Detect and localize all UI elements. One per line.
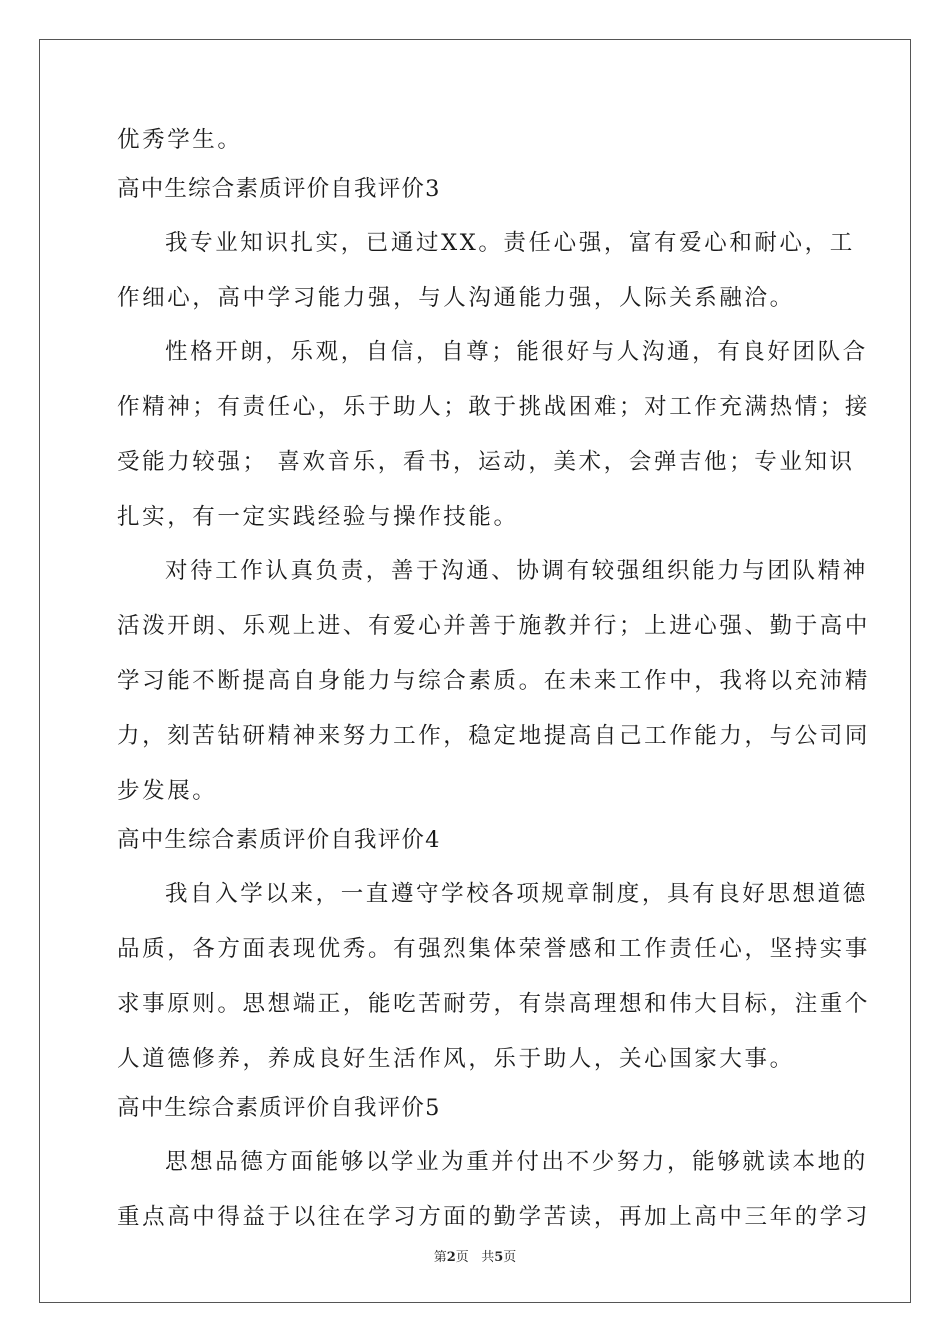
text-line: 受能力较强； 喜欢音乐，看书，运动，美术，会弹吉他；专业知识: [117, 449, 855, 475]
document-body: [117, 127, 871, 1230]
paragraph: [117, 128, 833, 153]
text-line: 求事原则。思想端正，能吃苦耐劳，有崇高理想和伟大目标，注重个: [117, 991, 871, 1017]
text-line: 力，刻苦钻研精神来努力工作，稳定地提高自己工作能力，与公司同: [117, 723, 871, 749]
text-line: 学习能不断提高自身能力与综合素质。在未来工作中，我将以充沛精: [117, 668, 871, 694]
paragraph: [117, 339, 871, 530]
text-line: 作细心，高中学习能力强，与人沟通能力强，人际关系融洽。: [117, 285, 795, 311]
text-line: 活泼开朗、乐观上进、有爱心并善于施教并行；上进心强、勤于高中: [117, 613, 871, 639]
heading-text: 高中生综合素质评价自我评价5: [117, 1095, 441, 1121]
section-heading: [117, 1096, 833, 1121]
page-number-suffix: 页: [455, 1250, 469, 1265]
text-line: 人道德修养，养成良好生活作风，乐于助人，关心国家大事。: [117, 1046, 795, 1072]
text-line: 思想品德方面能够以学业为重并付出不少努力，能够就读本地的: [165, 1149, 868, 1175]
section-heading: [117, 828, 833, 853]
text-line: 扎实，有一定实践经验与操作技能。: [117, 504, 519, 530]
text-line: 我自入学以来，一直遵守学校各项规章制度，具有良好思想道德: [165, 881, 868, 907]
paragraph: [117, 230, 855, 311]
text-line: 我专业知识扎实，已通过XX。责任心强，富有爱心和耐心，工: [165, 230, 855, 256]
page-number-current: 2: [446, 1250, 456, 1265]
heading-text: 高中生综合素质评价自我评价4: [117, 827, 441, 853]
text-line: 对待工作认真负责，善于沟通、协调有较强组织能力与团队精神: [165, 558, 868, 584]
paragraph: [117, 1149, 871, 1230]
text-line: 品质，各方面表现优秀。有强烈集体荣誉感和工作责任心，坚持实事: [117, 936, 871, 962]
page-total-suffix: 页: [503, 1250, 517, 1265]
page-footer: [0, 1250, 950, 1266]
heading-text: 高中生综合素质评价自我评价3: [117, 176, 441, 202]
page-number-prefix: 第: [433, 1250, 447, 1265]
page-total-prefix: 共: [481, 1250, 495, 1265]
paragraph: [117, 558, 871, 804]
text-line: 优秀学生。: [117, 127, 243, 153]
text-line: 步发展。: [117, 778, 218, 804]
text-line: 重点高中得益于以往在学习方面的勤学苦读，再加上高中三年的学习: [117, 1204, 871, 1230]
text-line: 作精神；有责任心，乐于助人；敢于挑战困难；对工作充满热情；接: [117, 394, 871, 420]
text-line: 性格开朗，乐观，自信，自尊；能很好与人沟通，有良好团队合: [165, 339, 868, 365]
paragraph: [117, 881, 871, 1072]
page-total: 5: [494, 1250, 504, 1265]
section-heading: [117, 177, 833, 202]
